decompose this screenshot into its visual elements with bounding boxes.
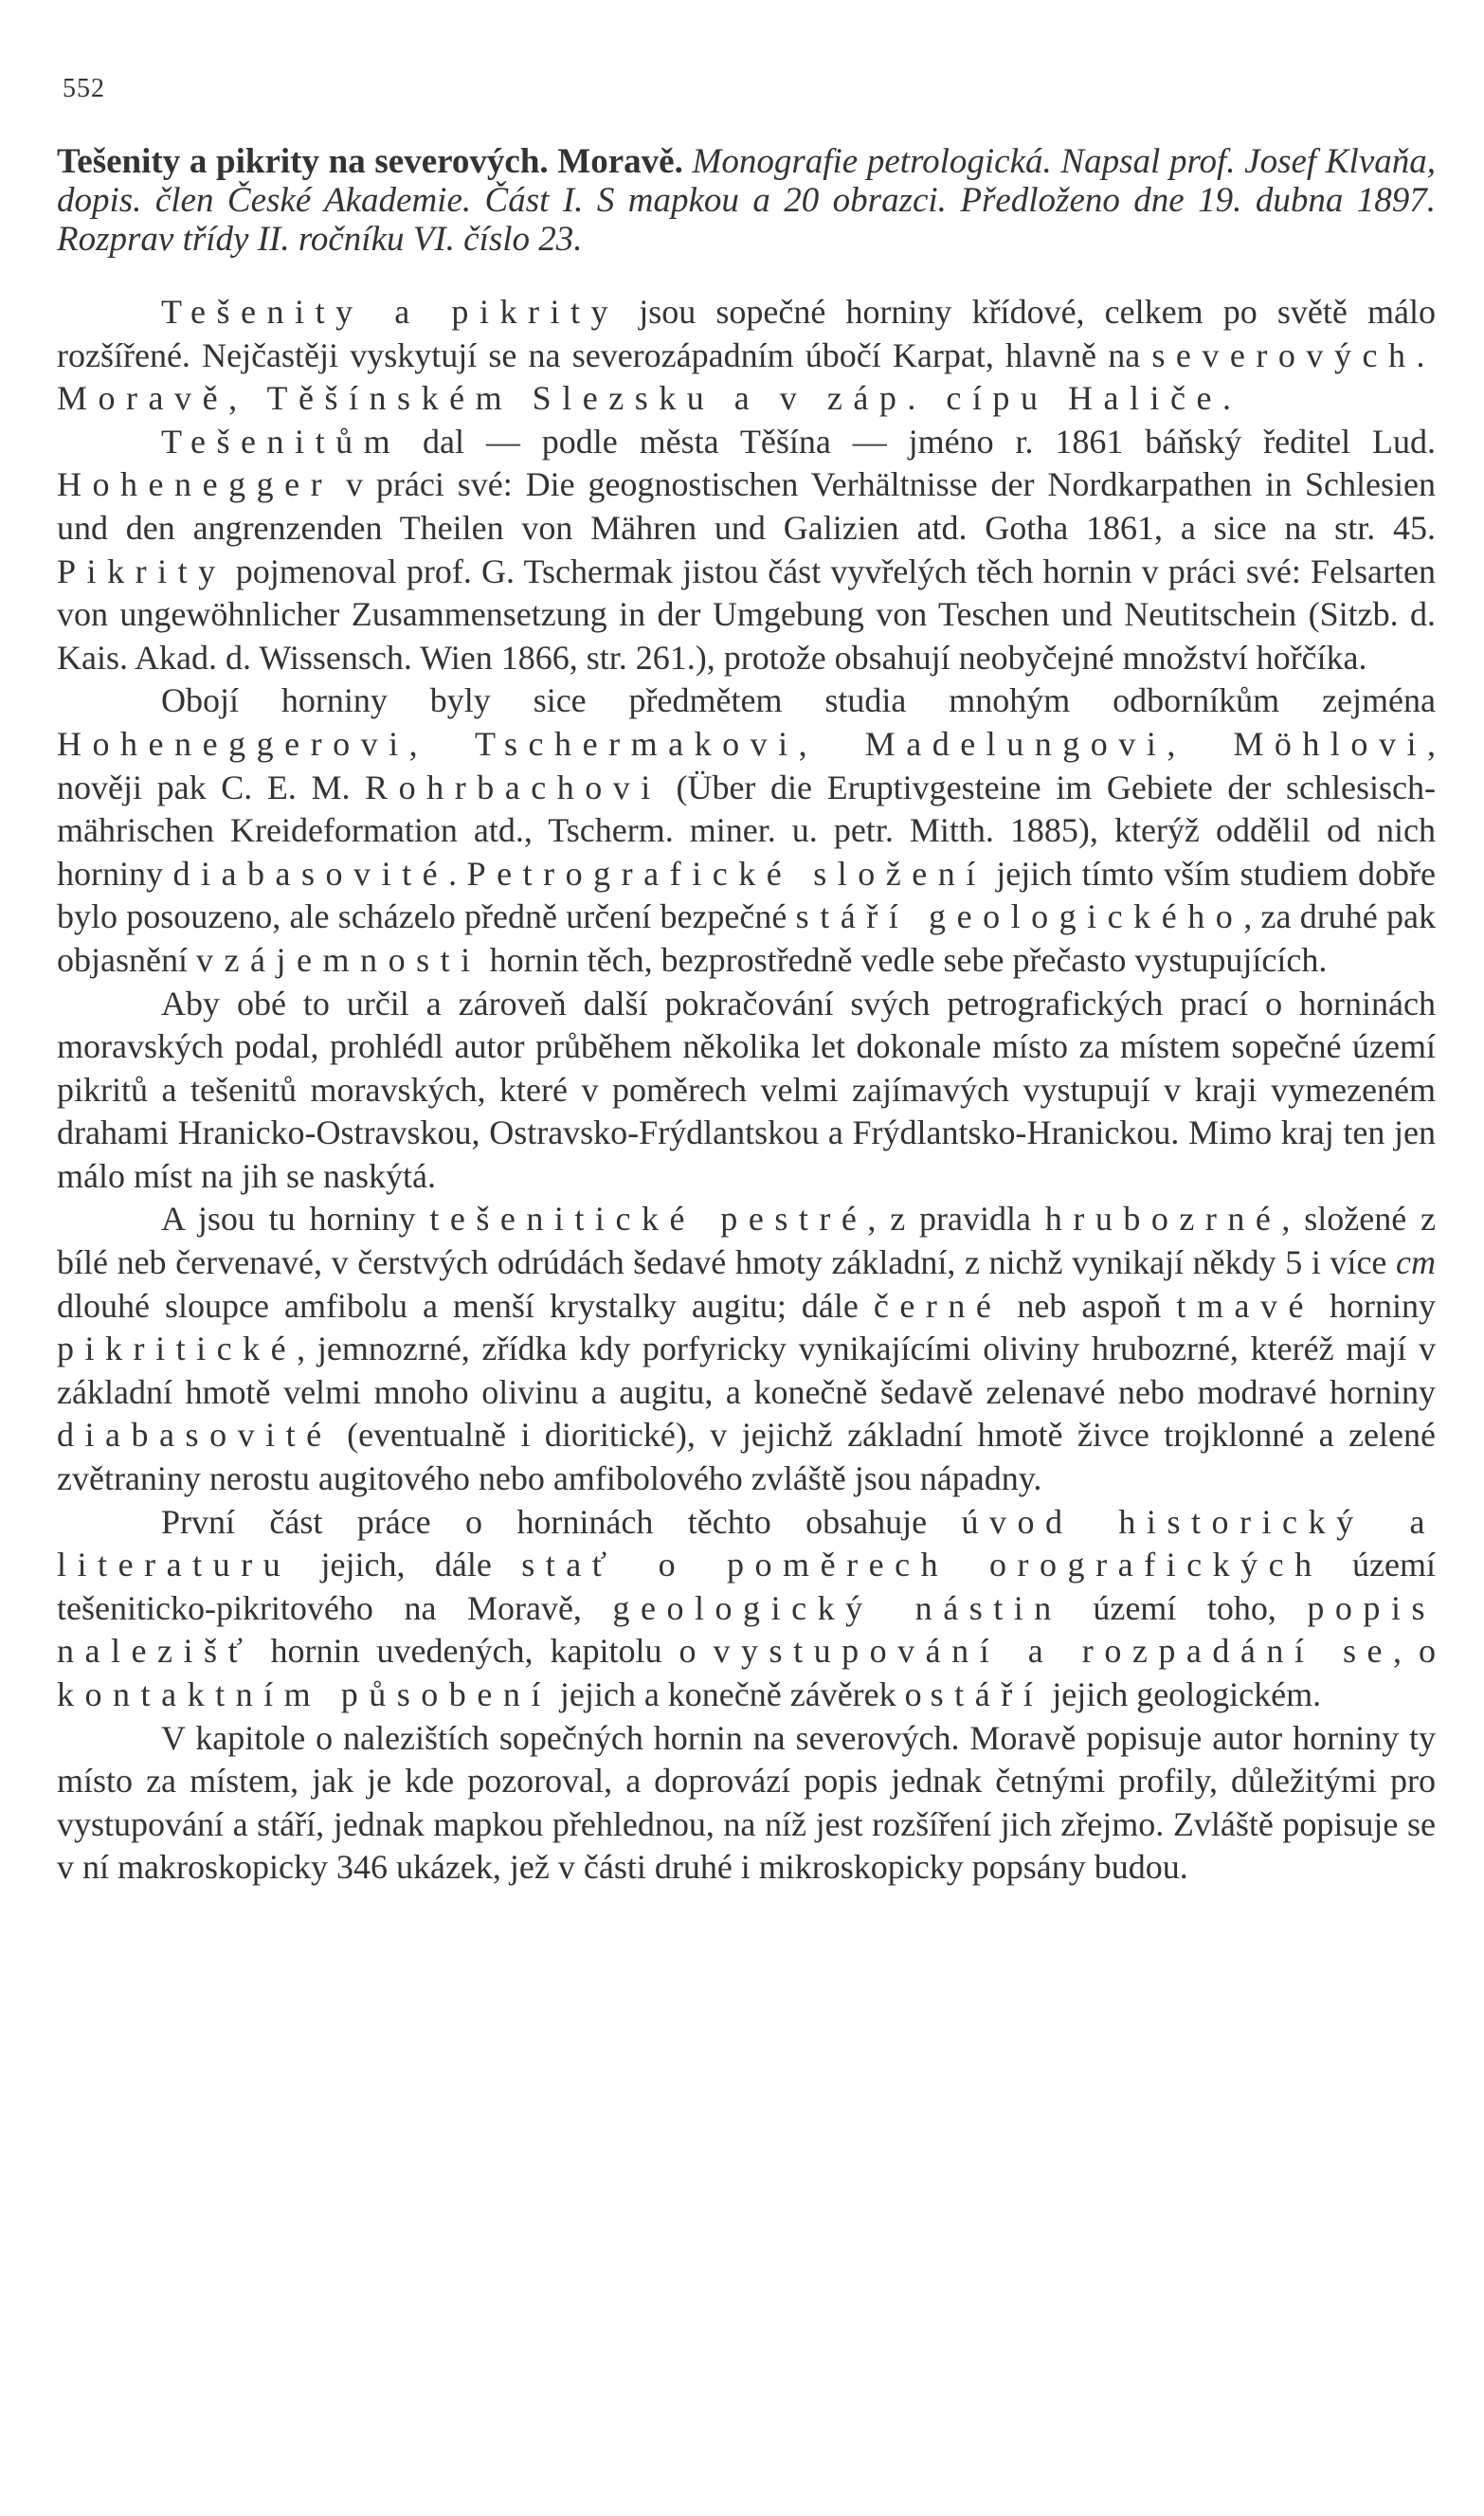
text-run: jejich tímto vším studiem dobře bylo posouzeno, ale scházelo předně určení bezpečné bbox=[57, 854, 1436, 936]
text-run: jsou sopečné horniny křídové, celkem po světě málo rozšířené. Nejčastěji vyskytují se na severozápadním úbočí Karpat, hlavně na bbox=[57, 293, 1436, 374]
spaced-text: Rohrbachovi bbox=[365, 768, 661, 806]
spaced-text: černé bbox=[873, 1286, 1003, 1325]
paragraph bbox=[57, 1501, 1436, 1717]
spaced-text: kontaktním působení bbox=[57, 1675, 552, 1713]
spaced-text: diabasovité bbox=[57, 1416, 333, 1455]
text-run: (Über die Eruptivgesteine im Gebiete der schlesisch-mährischen Kreideformation atd., Tscherm. miner. u. petr. Mitth. 1885), kterýž oddělil od nich horniny bbox=[57, 768, 1436, 893]
text-run: v práci své: Die geognostischen Verhältnisse der Nordkarpathen in Schlesien und den angrenzenden Theilen von Mähren und Galizien atd. Gotha 1861, a sice na str. 45. bbox=[57, 465, 1436, 547]
text-run: hornin těch, bezprostředně vedle sebe přečasto vystupujících. bbox=[480, 940, 1328, 979]
spaced-text: diabasovité bbox=[172, 854, 449, 893]
spaced-text: stáří bbox=[930, 1675, 1044, 1713]
paragraph bbox=[57, 983, 1436, 1199]
text-run: . bbox=[448, 854, 467, 893]
text-run: Obojí horniny byly sice předmětem studia mnohým odborníkům zejména bbox=[161, 681, 1436, 720]
text-run: , nověji pak C. E. M. bbox=[57, 724, 1436, 806]
spaced-text: Pikrity bbox=[57, 552, 226, 590]
text-run: , složené z bílé neb červenavé, v čerstvých odrúdách šedavé hmoty základní, z nichž vynikají někdy 5 i více bbox=[57, 1200, 1436, 1282]
text-run: V kapitole o nalezištích sopečných hornin na severových. Moravě popisuje autor horniny ty místo za místem, jak je kde pozoroval, a doprovází popis jednak četnými profily, důležitými pro vystupování a stáří, jednak mapkou přehlednou, na níž jest rozšíření jich zřejmo. Zvláště popisuje se v ní makroskopicky 346 ukázek, jež v části druhé i mikroskopicky popsány budou. bbox=[57, 1718, 1436, 1887]
spaced-text: Hoheneggerovi, Tschermakovi, Madelungovi, Möhlovi bbox=[57, 724, 1427, 763]
spaced-text: úvod historický a literaturu bbox=[57, 1502, 1436, 1584]
text-run: hornin uvedených, kapitolu o bbox=[253, 1632, 714, 1671]
article-subtitle: Monografie petrologická. Napsal prof. Josef Klvaňa, dopis. člen České Akademie. Část I. S mapkou a 20 obrazci. Předloženo dne 19. dubna 1897. Rozprav třídy II. ročníku VI. číslo 23. bbox=[57, 142, 1436, 259]
text-run: Aby obé to určil a zároveň další pokračování svých petrografických prací o horninách moravských podal, prohlédl autor průběhem několika let dokonale místo za místem sopečné území pikritů a tešenitů moravských, které v poměrech velmi zajímavých vystupují v kraji vymezeném drahami Hranicko-Ostravskou, Ostravsko-Frýdlantskou a Frýdlantsko-Hranickou. Mimo kraj ten jen málo míst na jih se naskýtá. bbox=[57, 984, 1436, 1195]
spaced-text: Hohenegger bbox=[57, 465, 334, 504]
spaced-text: vystupování a rozpadání se bbox=[713, 1632, 1393, 1671]
spaced-text: tmavé bbox=[1176, 1286, 1314, 1325]
spaced-text: tešenitické pestré bbox=[429, 1200, 868, 1239]
text-run: , z pravidla bbox=[867, 1200, 1045, 1239]
paragraph bbox=[57, 1717, 1436, 1890]
spaced-text: severových. Moravě, Těšínském Slezsku a v záp. cípu Haliče. bbox=[57, 335, 1436, 418]
spaced-text: Tešenitům bbox=[161, 422, 402, 461]
text-run: jejich geologickém. bbox=[1043, 1675, 1322, 1713]
spaced-text: vzájemnosti bbox=[195, 940, 481, 979]
text-run: , za druhé pak objasnění bbox=[57, 897, 1437, 979]
text-run: , o bbox=[1392, 1632, 1437, 1671]
page-number: 552 bbox=[63, 74, 105, 103]
paragraph bbox=[57, 291, 1436, 421]
article-body bbox=[57, 291, 1436, 1890]
text-run: neb aspoň bbox=[1002, 1286, 1177, 1325]
article-heading bbox=[57, 142, 1436, 259]
italic-text: cm bbox=[1396, 1243, 1436, 1282]
article bbox=[57, 142, 1436, 1890]
text-run: dal — podle města Těšína — jméno r. 1861 báňský ředitel Lud. bbox=[401, 422, 1436, 461]
paragraph bbox=[57, 421, 1436, 680]
spaced-text: pikritické bbox=[57, 1330, 298, 1368]
article-title: Tešenity a pikrity na severových. Moravě. bbox=[57, 142, 683, 181]
spaced-text: Petrografické složení bbox=[466, 854, 986, 893]
text-run: území toho, bbox=[1061, 1588, 1308, 1627]
text-run: jejich, dále bbox=[291, 1546, 522, 1584]
text-run: A jsou tu horniny bbox=[161, 1200, 430, 1239]
text-run: , jemnozrné, zřídka kdy porfyricky vynikajícími oliviny hrubozrné, kteréž mají v základní hmotě velmi mnoho olivinu a augitu, a konečně šedavě zelenavé nebo modravé horniny bbox=[57, 1330, 1436, 1411]
text-run: pojmenoval prof. G. Tschermak jistou část vyvřelých těch hornin v práci své: Felsarten von ungewöhnlicher Zusammensetzung in der Umgebung von Teschen und Neutitschein (Sitzb. d. Kais. Akad. d. Wissensch. Wien 1866, str. 261.), protože obsahují neobyčejné množství hořčíka. bbox=[57, 552, 1436, 677]
spaced-text: geologický nástin bbox=[612, 1588, 1062, 1627]
spaced-text: stať o poměrech orografických bbox=[521, 1546, 1323, 1584]
text-run: dlouhé sloupce amfibolu a menší krystalky augitu; dále bbox=[57, 1286, 874, 1325]
text-run: území tešeniticko-pikritového na Moravě, bbox=[57, 1546, 1437, 1627]
spaced-text: popis nalezišť bbox=[57, 1588, 1437, 1671]
spaced-text: stáří geologického bbox=[795, 897, 1244, 936]
text-run: První část práce o horninách těchto obsahuje bbox=[161, 1502, 962, 1541]
spaced-text: hrubozrné bbox=[1044, 1200, 1282, 1239]
text-run: jejich a konečně závěrek o bbox=[551, 1675, 931, 1713]
spaced-text: Tešenity a pikrity bbox=[161, 293, 620, 331]
paragraph bbox=[57, 679, 1436, 982]
text-run: (eventualně i dioritické), v jejichž základní hmotě živce trojklonné a zelené zvětraniny nerostu augitového nebo amfibolového zvláště jsou nápadny. bbox=[57, 1416, 1436, 1498]
paragraph bbox=[57, 1198, 1436, 1500]
text-run: horniny bbox=[1313, 1286, 1436, 1325]
